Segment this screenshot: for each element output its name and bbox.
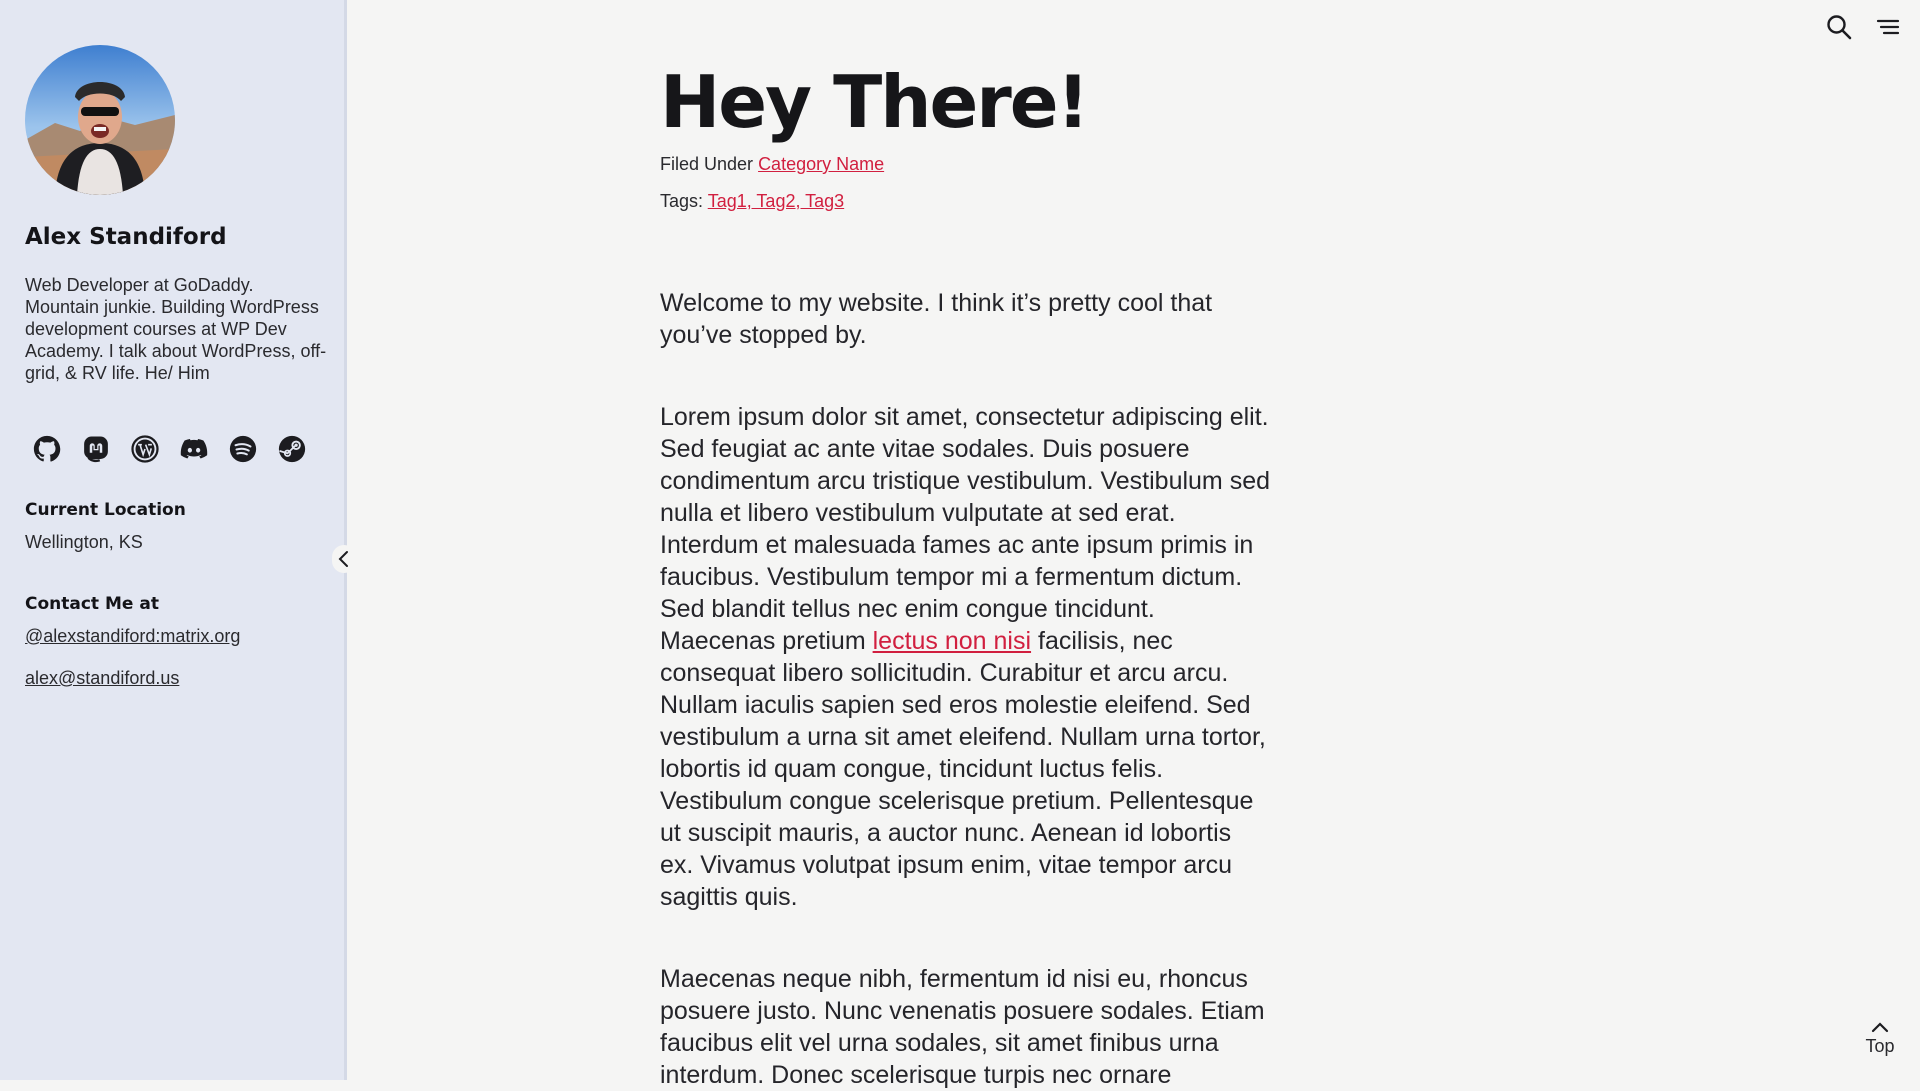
page-title: Hey There! — [660, 60, 1088, 144]
spotify-icon[interactable] — [228, 434, 258, 464]
search-icon — [1824, 12, 1854, 42]
github-icon[interactable] — [32, 434, 62, 464]
category-link[interactable]: Category Name — [758, 154, 885, 174]
back-to-top-button[interactable] — [1860, 1020, 1900, 1057]
filed-under-label: Filed Under — [660, 154, 754, 174]
tags-label: Tags: — [660, 191, 704, 211]
author-bio: Web Developer at GoDaddy. Mountain junkie. Building WordPress development courses at WP Dev Academy. I talk about WordPress, off-grid, & RV life. He/ Him — [25, 275, 327, 383]
contact-heading: Contact Me at — [25, 594, 159, 614]
paragraph-text: Lorem ipsum dolor sit amet, consectetur adipiscing elit. Sed feugiat ac ante vitae sodales. Duis posuere condimentum arcu tristique vestibulum. Vestibulum sed nulla et libero vestibulum vulputate at sed erat. Interdum et malesuada fames ac ante ipsum primis in faucibus. Vestibulum tempor mi a fermentum dictum. Sed blandit tellus nec enim congue tincidunt. Maecenas pretium — [660, 403, 1271, 655]
search-button[interactable] — [1824, 12, 1854, 42]
contact-matrix-link[interactable]: @alexstandiford:matrix.org — [25, 626, 241, 646]
avatar — [25, 45, 175, 195]
mastodon-icon[interactable] — [81, 434, 111, 464]
social-links — [32, 434, 307, 464]
chevron-up-icon — [1870, 1020, 1890, 1034]
author-name: Alex Standiford — [25, 224, 227, 250]
location-value: Wellington, KS — [25, 532, 143, 552]
sidebar-collapse-button[interactable] — [332, 545, 356, 573]
discord-icon[interactable] — [179, 434, 209, 464]
wordpress-icon[interactable] — [130, 434, 160, 464]
post-category — [660, 154, 884, 175]
body-paragraph-2: Maecenas neque nibh, fermentum id nisi eu, rhoncus posuere justo. Nunc venenatis posuere sodales. Etiam faucibus elit vel urna sodales, sit amet finibus urna interdum. Donec scelerisque turpis nec ornare — [660, 965, 1265, 1089]
paragraph-text: facilisis, nec consequat libero sollicitudin. Curabitur et arcu arcu. Nullam iaculis sapien sed eros molestie eleifend. Sed vestibulum a urna sit amet eleifend. Nullam urna tortor, lobortis id quam congue, tincidunt luctus felis. Vestibulum congue scelerisque pretium. Pellentesque ut suscipit mauris, a auctor nunc. Aenean id lobortis ex. Vivamus volutpat ipsum enim, vitae tempor arcu sagittis quis. — [660, 627, 1266, 911]
sidebar — [0, 0, 347, 1080]
location-heading: Current Location — [25, 500, 186, 520]
back-to-top-label: Top — [1865, 1036, 1895, 1056]
body-paragraph-1 — [660, 401, 1270, 913]
intro-paragraph: Welcome to my website. I think it’s pretty cool that you’ve stopped by. — [660, 289, 1213, 349]
inline-link[interactable]: lectus non nisi — [872, 627, 1032, 655]
chevron-left-icon — [336, 550, 352, 568]
post-tags — [660, 191, 844, 212]
contact-email-link[interactable]: alex@standiford.us — [25, 668, 180, 688]
steam-icon[interactable] — [277, 434, 307, 464]
tags-link[interactable]: Tag1, Tag2, Tag3 — [707, 191, 845, 211]
menu-icon — [1873, 12, 1903, 42]
menu-button[interactable] — [1873, 12, 1903, 42]
